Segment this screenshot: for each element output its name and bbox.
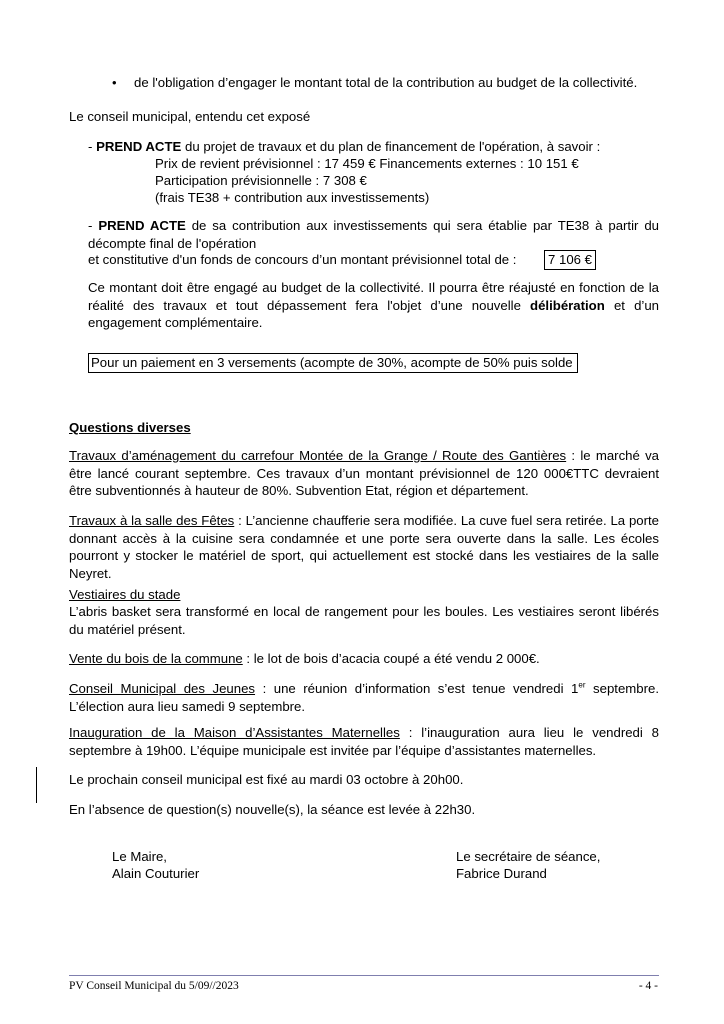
- payment-box: Pour un paiement en 3 versements (acompte de 30%, acompte de 50% puis solde: [88, 353, 578, 373]
- questions-title: Questions diverses: [69, 420, 191, 435]
- financing-line-3: (frais TE38 + contribution aux investissements): [155, 190, 430, 205]
- prend-acte-text: du projet de travaux et du plan de financement de l'opération, à savoir :: [184, 139, 601, 154]
- prend-acte-2: - PREND ACTE de sa contribution aux investissements qui sera établie par TE38 à partir du décompte final de l'opération: [88, 218, 659, 251]
- prend-acte-2-text: de sa contribution aux investissements qui sera établie par TE38 à partir du décompte final de l'opération: [88, 218, 659, 251]
- engagement-bold: délibération: [530, 297, 605, 313]
- question-salle-fetes: [69, 512, 659, 582]
- fonds-concours-text: et constitutive d'un fonds de concours d’un montant prévisionnel total de :: [88, 252, 517, 267]
- prend-acte-label: PREND ACTE: [96, 139, 182, 154]
- signature-left-name: Alain Couturier: [112, 866, 200, 881]
- prend-acte-1: - PREND ACTE du projet de travaux et du plan de financement de l'opération, à savoir :: [88, 139, 601, 154]
- question-cmj-text-a: : une réunion d’information s’est tenue vendredi 1: [262, 681, 579, 696]
- question-cmj: [69, 680, 659, 715]
- revision-margin-bar: [36, 767, 37, 803]
- intro-text: Le conseil municipal, entendu cet exposé: [69, 109, 311, 124]
- fonds-concours-line: [88, 251, 648, 269]
- prend-acte-2-label: PREND ACTE: [98, 218, 186, 233]
- question-vestiaires-text: L’abris basket sera transformé en local de rangement pour les boules. Les vestiaires seront libérés du matériel présent.: [69, 604, 659, 637]
- question-vestiaires-title: Vestiaires du stade: [69, 587, 181, 602]
- bullet-item: de l'obligation d’engager le montant total de la contribution au budget de la collectivité.: [134, 75, 638, 90]
- question-cmj-title: Conseil Municipal des Jeunes: [69, 681, 256, 696]
- question-cmj-sup: er: [578, 680, 586, 690]
- question-carrefour-text: : le marché va être lancé courant septembre. Ces travaux d’un montant prévisionnel de 120 000€TTC devraient être subventionnés à hauteur de 80%. Subvention Etat, région et département.: [69, 448, 660, 498]
- engagement-text-a: Ce montant doit être engagé au budget de la collectivité. Il pourra être réajusté en fonction de la réalité des travaux et tout dépassement fera l'objet d’une nouvelle: [88, 280, 659, 313]
- financing-line-2: Participation prévisionnelle : 7 308 €: [155, 173, 367, 188]
- question-carrefour-title: Travaux d’aménagement du carrefour Montée de la Grange / Route des Gantières: [69, 448, 567, 463]
- question-mam: [69, 724, 659, 759]
- question-cmj-text-b: septembre. L’élection aura lieu samedi 9 septembre.: [69, 681, 660, 714]
- question-bois-text: : le lot de bois d’acacia coupé a été vendu 2 000€.: [246, 651, 540, 666]
- page-number: - 4 -: [638, 980, 658, 992]
- question-bois-title: Vente du bois de la commune: [69, 651, 243, 666]
- next-council-text: Le prochain conseil municipal est fixé au mardi 03 octobre à 20h00.: [69, 772, 464, 787]
- question-mam-title: Inauguration de la Maison d’Assistantes Maternelles: [69, 725, 400, 740]
- financing-line-1: Prix de revient prévisionnel : 17 459 € Financements externes : 10 151 €: [155, 156, 579, 171]
- signature-right-role: Le secrétaire de séance,: [456, 849, 601, 864]
- question-mam-text: : l’inauguration aura lieu le vendredi 8 septembre à 19h00. L’équipe municipale est invitée par l’équipe d’assistantes maternelles.: [69, 725, 659, 758]
- engagement-text-b: et d’un engagement complémentaire.: [88, 297, 659, 330]
- question-salle-fetes-text: : L’ancienne chaufferie sera modifiée. La cuve fuel sera retirée. La porte donnant accès à la cuisine sera condamnée et une porte sera ouverte dans la salle. Les écoles pourront y stocker le matériel de sport, qui actuellement est stocké dans les vestiaires de la salle Neyret.: [69, 513, 660, 581]
- footer-rule: [69, 975, 659, 976]
- signature-right-name: Fabrice Durand: [456, 866, 547, 881]
- footer-title: PV Conseil Municipal du 5/09//2023: [69, 980, 239, 992]
- question-carrefour: [69, 447, 659, 500]
- question-bois: [69, 650, 659, 668]
- question-salle-fetes-title: Travaux à la salle des Fêtes: [69, 513, 235, 528]
- contribution-amount: 7 106 €: [544, 250, 596, 270]
- engagement-paragraph: [88, 279, 659, 332]
- signature-left-role: Le Maire,: [112, 849, 167, 864]
- closing-text: En l’absence de question(s) nouvelle(s), la séance est levée à 22h30.: [69, 802, 476, 817]
- bullet-icon: •: [112, 75, 117, 90]
